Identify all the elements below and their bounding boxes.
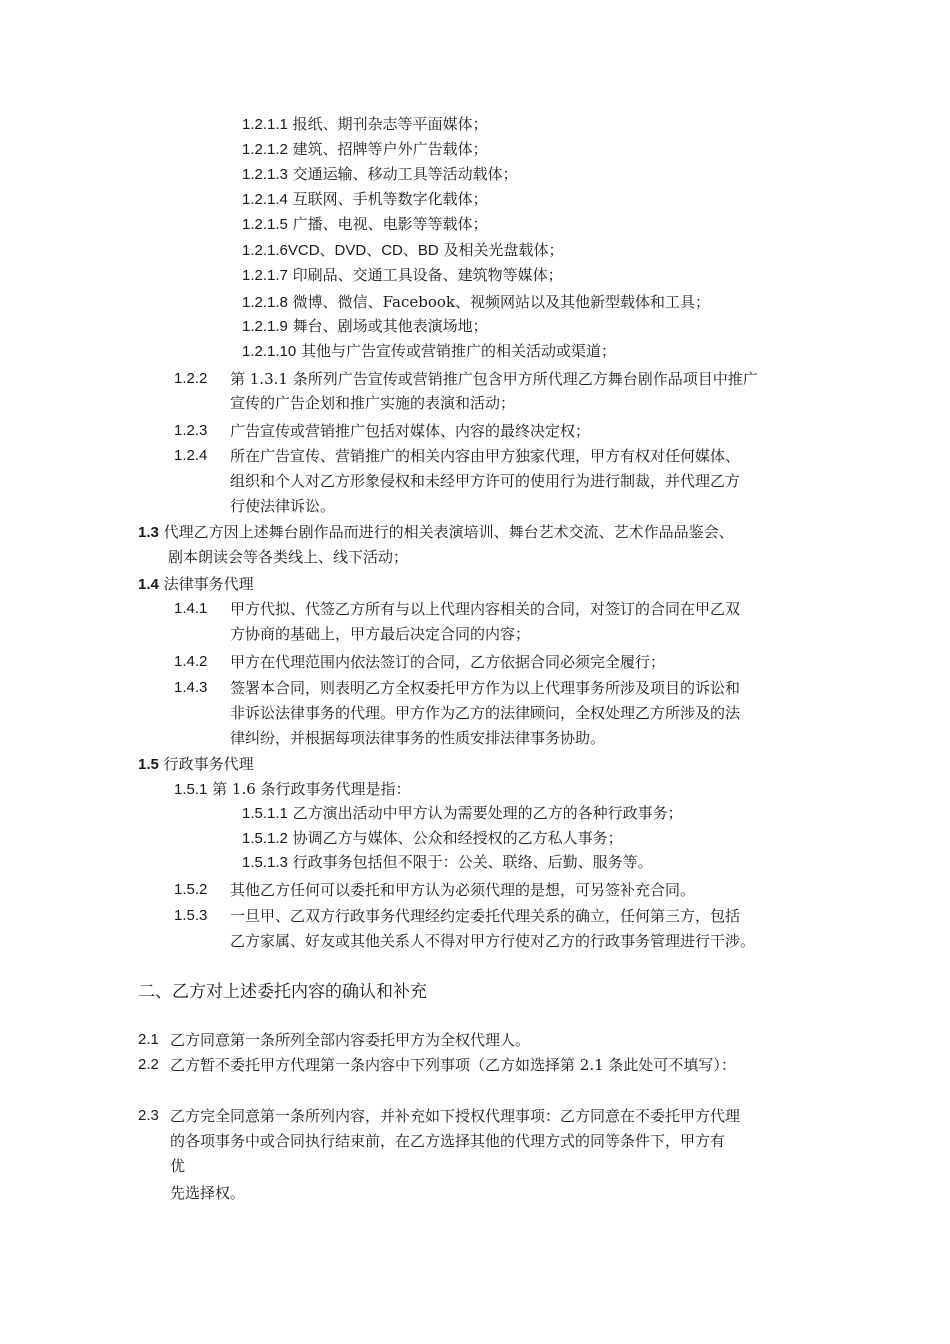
clause-text: 甲方代拟、代签乙方所有与以上代理内容相关的合同，对签订的合同在甲乙双 — [230, 600, 741, 618]
clause-text: 所在广告宣传、营销推广的相关内容由甲方独家代理，甲方有权对任何媒体、 — [230, 447, 741, 465]
list-item: 1.2.1.1 报纸、期刊杂志等平面媒体； — [242, 115, 488, 133]
list-item: 1.2.1.5 广播、电视、电影等等载体； — [242, 215, 488, 233]
clause-number: 2.1 — [138, 1031, 159, 1048]
clause-text: 非诉讼法律事务的代理。甲方作为乙方的法律顾问，全权处理乙方所涉及的法 — [230, 704, 741, 722]
clause-text: 宣传的广告企划和推广实施的表演和活动； — [230, 394, 516, 412]
list-item: 1.5.1.1 乙方演出活动中甲方认为需要处理的乙方的各种行政事务； — [242, 804, 683, 822]
clause-number: 1.2.2 — [174, 370, 208, 387]
clause-text: 其他乙方任何可以委托和甲方认为必须代理的是想，可另签补充合同。 — [230, 881, 696, 899]
clause-number: 1.4.1 — [174, 600, 208, 617]
list-item: 1.2.1.4 互联网、手机等数字化载体； — [242, 190, 488, 208]
clause-text: 签署本合同，则表明乙方全权委托甲方作为以上代理事务所涉及项目的诉讼和 — [230, 679, 741, 697]
section-title: 二、乙方对上述委托内容的确认和补充 — [138, 982, 427, 1002]
clause-text: 剧本朗读会等各类线上、线下活动； — [168, 548, 409, 566]
list-item: 1.2.1.2 建筑、招牌等户外广告载体； — [242, 140, 488, 158]
clause-number: 1.2.3 — [174, 422, 208, 439]
section-heading: 1.4 法律事务代理 — [138, 575, 254, 593]
clause-text: 优 — [170, 1157, 186, 1175]
list-item: 1.2.1.8 微博、微信、Facebook、视频网站以及其他新型载体和工具； — [242, 293, 711, 311]
list-item: 1.2.1.6VCD、DVD、CD、BD 及相关光盘载体； — [242, 241, 564, 259]
clause-number: 2.3 — [138, 1107, 159, 1124]
clause-text: 的各项事务中或合同执行结束前，在乙方选择其他的代理方式的同等条件下，甲方有 — [170, 1132, 726, 1150]
clause-text: 先选择权。 — [170, 1184, 246, 1202]
list-item: 1.2.1.7 印刷品、交通工具设备、建筑物等媒体； — [242, 266, 563, 284]
clause: 1.3 代理乙方因上述舞台剧作品而进行的相关表演培训、舞台艺术交流、艺术作品品鉴会、 — [138, 523, 734, 541]
clause: 1.5.1 第 1.6 条行政事务代理是指： — [174, 780, 411, 798]
clause-text: 方协商的基础上，甲方最后决定合同的内容； — [230, 625, 531, 643]
clause-text: 乙方同意第一条所列全部内容委托甲方为全权代理人。 — [170, 1031, 531, 1049]
list-item: 1.2.1.3 交通运输、移动工具等活动载体； — [242, 165, 518, 183]
list-item: 1.5.1.3 行政事务包括但不限于：公关、联络、后勤、服务等。 — [242, 853, 653, 871]
clause-text: 组织和个人对乙方形象侵权和未经甲方许可的使用行为进行制裁，并代理乙方 — [230, 472, 741, 490]
clause-number: 2.2 — [138, 1056, 159, 1073]
list-item: 1.2.1.10 其他与广告宣传或营销推广的相关活动或渠道； — [242, 342, 616, 360]
section-heading: 1.5 行政事务代理 — [138, 755, 254, 773]
list-item: 1.2.1.9 舞台、剧场或其他表演场地； — [242, 317, 488, 335]
clause-text: 律纠纷，并根据每项法律事务的性质安排法律事务协助。 — [230, 729, 606, 747]
clause-text: 乙方家属、好友或其他关系人不得对甲方行使对乙方的行政事务管理进行干涉。 — [230, 932, 756, 950]
clause-number: 1.2.4 — [174, 447, 208, 464]
list-item: 1.5.1.2 协调乙方与媒体、公众和经授权的乙方私人事务； — [242, 829, 623, 847]
clause-number: 1.5.2 — [174, 881, 208, 898]
clause-text: 第 1.3.1 条所列广告宣传或营销推广包含甲方所代理乙方舞台剧作品项目中推广 — [230, 370, 758, 388]
clause-text: 乙方完全同意第一条所列内容，并补充如下授权代理事项：乙方同意在不委托甲方代理 — [170, 1107, 741, 1125]
clause-text: 广告宣传或营销推广包括对媒体、内容的最终决定权； — [230, 422, 591, 440]
clause-text: 甲方在代理范围内依法签订的合同，乙方依据合同必须完全履行； — [230, 653, 666, 671]
clause-text: 乙方暂不委托甲方代理第一条内容中下列事项（乙方如选择第 2.1 条此处可不填写）： — [170, 1056, 736, 1074]
clause-text: 行使法律诉讼。 — [230, 497, 336, 515]
clause-number: 1.4.2 — [174, 653, 208, 670]
clause-number: 1.4.3 — [174, 679, 208, 696]
clause-number: 1.5.3 — [174, 907, 208, 924]
clause-text: 一旦甲、乙双方行政事务代理经约定委托代理关系的确立，任何第三方，包括 — [230, 907, 741, 925]
